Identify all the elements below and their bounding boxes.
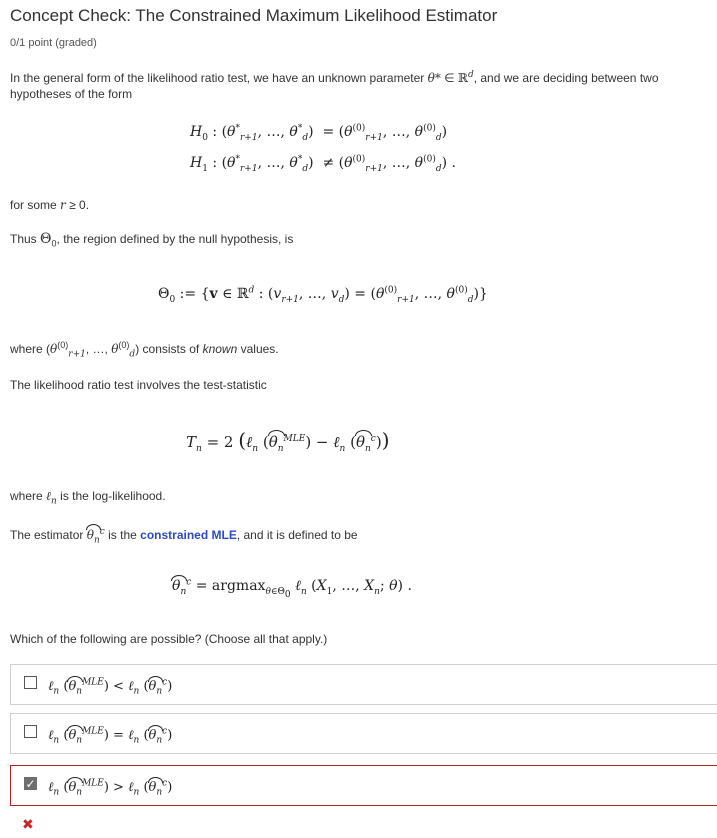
option-equal[interactable] [10,713,717,754]
hypothesis-h0: $H_0$ : ($\theta^*_{r+1}$, …, $\theta^*_d) = (\theta^{(0)}_{r+1}$, …, $\theta^{(0)}_d$) [190,123,448,143]
estimator-line: The estimator $\theta_n^c$ is the constrained MLE, and it is defined to be [10,527,358,546]
test-statistic-equation: $T_n = 2$ (ℓ$_n$ $(\theta_n^{MLE})$ − ℓ$_n$ $(\theta_n^c)$) [186,428,390,454]
checkbox-option-3[interactable] [24,777,37,790]
option-less-than[interactable] [10,664,717,705]
constrained-mle-equation: $\theta_n^c = argmax_{\theta\in\Theta_0}$ ℓ$_n$ ($X_1$, …, $X_n$; θ) . [172,577,412,600]
option-1-equation: ℓ$_n$ $(\theta_n^{MLE})$ < ℓ$_n$ $(\theta_n^c)$ [48,677,173,697]
option-greater-than[interactable] [10,765,717,806]
thus-line: Thus $\Theta_0$, the region defined by the null hypothesis, is [10,231,294,249]
lr-test-line: The likelihood ratio test involves the test-statistic [10,378,267,392]
where-known-line: where ($\theta^{(0)}_{r+1}$, …, $\theta^{(0)}_d$) consists of known values. [10,340,279,360]
option-2-equation: ℓ$_n$ $(\theta_n^{MLE})$ = ℓ$_n$ $(\theta_n^c)$ [48,726,173,746]
grade-label: 0/1 point (graded) [10,37,97,49]
checkbox-option-2[interactable] [24,725,37,738]
question-text: Which of the following are possible? (Choose all that apply.) [10,632,328,646]
for-some-line: for some r ≥ 0. [10,198,90,212]
problem-title: Concept Check: The Constrained Maximum Likelihood Estimator [10,6,498,25]
log-likelihood-line: where ℓ$_n$ is the log-likelihood. [10,489,166,507]
option-3-equation: ℓ$_n$ $(\theta_n^{MLE})$ > ℓ$_n$ $(\theta_n^c)$ [48,778,173,798]
checkmark-icon: ✓ [25,777,36,791]
null-region-equation: $\Theta_0$ := {v ∈ ℝ$^d$ : ($v_{r+1}$, …, $v_d) = (\theta^{(0)}_{r+1}$, …, $\theta^{(0)}_d$)} [158,285,488,305]
hypothesis-h1: $H_1$ : ($\theta^*_{r+1}$, …, $\theta^*_d) \ne (\theta^{(0)}_{r+1}$, …, $\theta^{(0)}_d$) . [190,154,456,174]
x-mark-icon: ✖ [22,816,34,832]
checkbox-option-1[interactable] [24,676,37,689]
constrained-mle-link[interactable]: constrained MLE [140,528,237,542]
intro-paragraph: In the general form of the likelihood ratio test, we have an unknown parameter θ* ∈ ℝ$^d$, and we are deciding between two hypotheses of the form [10,70,659,101]
